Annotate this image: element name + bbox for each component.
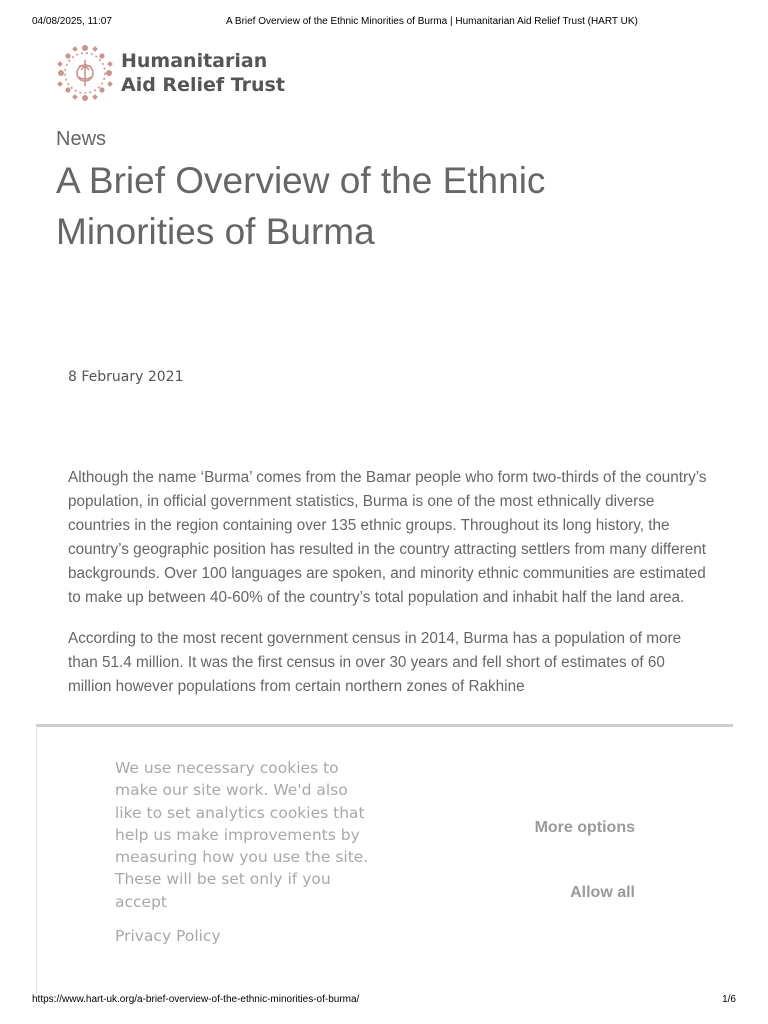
article-paragraph: According to the most recent government census in 2014, Burma has a population of more than 51.4 million. It was the first census in over 30 years and fell short of estimates of 60 million however populations from certain northern zones of Rakhine [68, 630, 682, 695]
section-label: News [56, 128, 107, 150]
print-url: https://www.hart-uk.org/a-brief-overview-of-the-ethnic-minorities-of-burma/ [32, 994, 360, 1005]
allow-all-button[interactable]: Allow all [570, 884, 635, 901]
page-title-line-1: A Brief Overview of the Ethnic [56, 160, 546, 201]
article-paragraph: Although the name ‘Burma’ comes from the Bamar people who form two-thirds of the country’s population, in official government statistics, Burma is one of the most ethnically diverse countries in the region containing over 135 ethnic groups. Throughout its long history, the country’s geographic position has resulted in the country attracting settlers from many different backgrounds. Over 100 languages are spoken, and minority ethnic communities are estimated to make up between 40-60% of the country’s total population and inhabit half the land area. [68, 469, 707, 606]
cookie-message: We use necessary cookies to make our site work. We'd also like to set analytics cookies that help us make improvements by measuring how you use the site. These will be set only if you accept [115, 759, 369, 911]
print-page-title: A Brief Overview of the Ethnic Minorities of Burma | Humanitarian Aid Relief Trust (HART UK) [226, 16, 638, 27]
hart-emblem-icon [55, 42, 115, 104]
logo-text [121, 49, 285, 97]
logo-line-2: Aid Relief Trust [121, 74, 285, 96]
print-footer [32, 994, 736, 1005]
privacy-policy-link[interactable]: Privacy Policy [115, 927, 221, 945]
page-title [56, 155, 676, 257]
site-logo[interactable] [55, 42, 285, 104]
print-datetime: 04/08/2025, 11:07 [32, 16, 112, 27]
article-body [68, 466, 708, 716]
page-title-line-2: Minorities of Burma [56, 211, 375, 252]
cookie-banner [36, 724, 733, 995]
print-header [32, 16, 736, 27]
article-viewport [0, 466, 768, 726]
more-options-button[interactable]: More options [534, 819, 635, 836]
post-date: 8 February 2021 [68, 369, 184, 385]
print-page-number: 1/6 [722, 994, 736, 1005]
logo-line-1: Humanitarian [121, 50, 268, 72]
